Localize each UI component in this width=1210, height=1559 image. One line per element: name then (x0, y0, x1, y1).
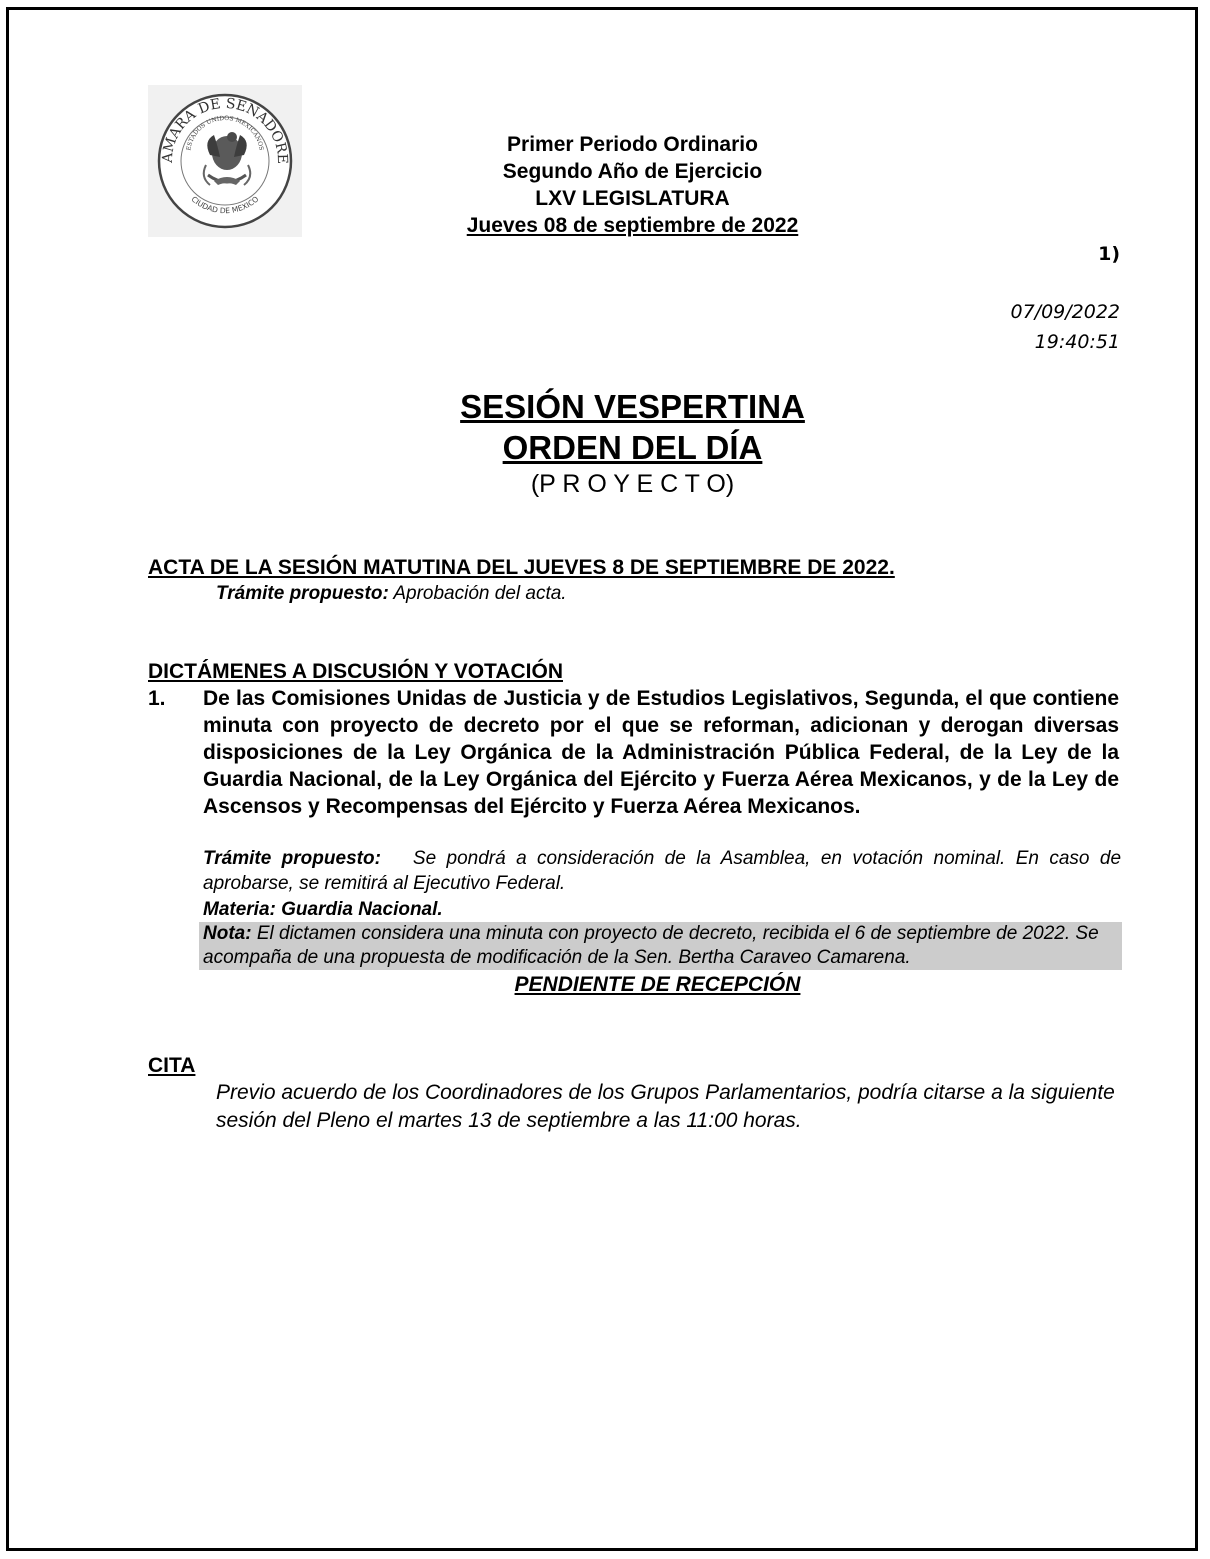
item-number: 1. (148, 687, 166, 710)
item-note-label: Nota: (203, 923, 252, 944)
exercise-year-heading: Segundo Año de Ejercicio (502, 160, 763, 183)
dictamenes-section-heading: DICTÁMENES A DISCUSIÓN Y VOTACIÓN (148, 660, 563, 683)
page-number: 1) (1098, 243, 1120, 265)
item-tramite-label: Trámite propuesto: (203, 848, 381, 869)
cita-text: Previo acuerdo de los Coordinadores de los Grupos Parlamentarios, podría citarse a la siguiente sesión del Pleno el martes 13 de septiembre a las 11:00 horas. (216, 1081, 1115, 1132)
acta-section-heading: ACTA DE LA SESIÓN MATUTINA DEL JUEVES 8 DE SEPTIEMBRE DE 2022. (148, 556, 895, 579)
item-note-text: El dictamen considera una minuta con proyecto de decreto, recibida el 6 de septiembre de 2022. Se acompaña de una propuesta de modificación de la Sen. Bertha Caraveo Camarena. (203, 923, 1099, 968)
acta-tramite-text: Aprobación del acta. (388, 583, 567, 604)
item-materia: Materia: Guardia Nacional. (203, 899, 443, 920)
document-title: SESIÓN VESPERTINA (460, 388, 805, 425)
item-description: De las Comisiones Unidas de Justicia y de Estudios Legislativos, Segunda, el que contiene minuta con proyecto de decreto por el que se reforman, adicionan y derogan diversas disposiciones de la Ley Orgánica de la Administración Pública Federal, de la Ley de la Guardia Nacional, de la Ley Orgánica del Ejército y Fuerza Aérea Mexicanos, y de la Ley de Ascensos y Recompensas del Ejército y Fuerza Aérea Mexicanos. (203, 687, 1119, 818)
item-tramite (203, 846, 1121, 896)
senate-seal-logo (148, 85, 302, 237)
cita-section-heading: CITA (148, 1054, 196, 1077)
acta-tramite (216, 581, 567, 606)
legislature-heading: LXV LEGISLATURA (535, 187, 730, 210)
document-subtitle: ORDEN DEL DÍA (502, 429, 763, 466)
pending-status: PENDIENTE DE RECEPCIÓN (514, 973, 801, 996)
seal-top-text: AMARA DE SENADORE (159, 95, 291, 165)
period-heading: Primer Periodo Ordinario (507, 133, 758, 156)
session-date-heading: Jueves 08 de septiembre de 2022 (466, 214, 799, 237)
item-tramite-text: Se pondrá a consideración de la Asamblea, en votación nominal. En caso de aprobarse, se remitirá al Ejecutivo Federal. (203, 848, 1122, 894)
acta-tramite-label: Trámite propuesto: (216, 583, 389, 604)
timestamp-date: 07/09/2022 (1010, 301, 1120, 323)
item-note (199, 922, 1122, 970)
seal-inner-text: ESTADOS UNIDOS MEXICANOS (185, 114, 265, 152)
seal-bottom-text: CIUDAD DE MEXICO (189, 194, 261, 216)
project-label: (P R O Y E C T O) (530, 470, 735, 498)
timestamp-time: 19:40:51 (1034, 331, 1120, 353)
